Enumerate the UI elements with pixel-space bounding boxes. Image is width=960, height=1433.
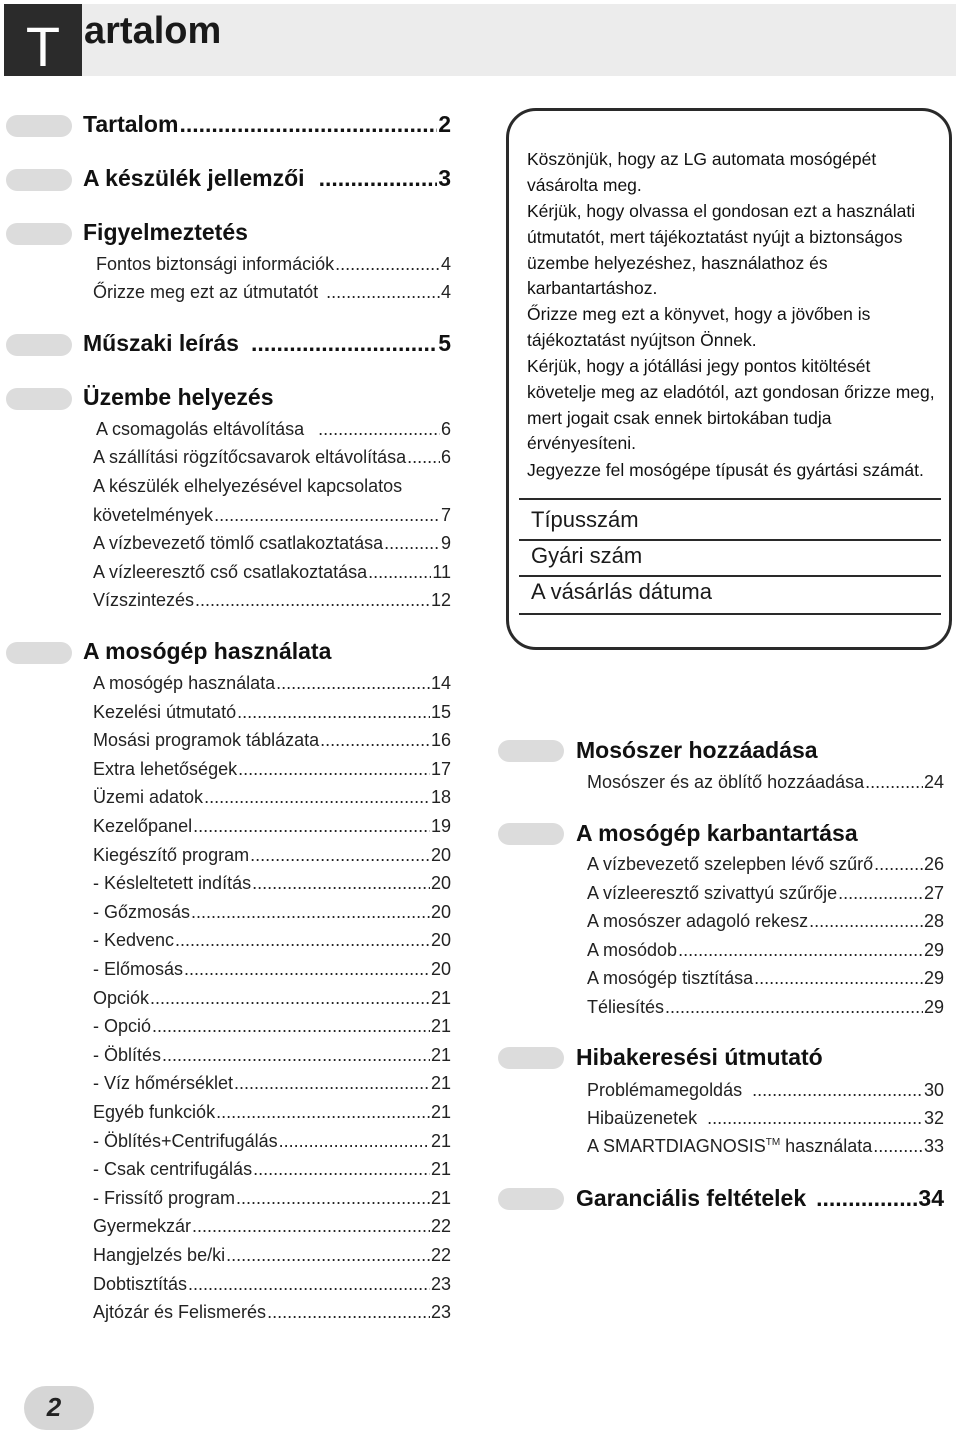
info-paragraph: Kérjük, hogy olvassa el gondosan ezt a használati útmutatót, mert tájékoztatást nyújt a biztonságos üzembe helyezéshez, használathoz és karbantartáshoz. <box>527 201 916 299</box>
toc-entry[interactable]: - Kedvenc ..... 20 <box>93 930 451 951</box>
toc-entry[interactable]: A vízleeresztő cső csatlakoztatása ..... 11 <box>93 562 451 583</box>
section-tab-marker <box>6 388 72 410</box>
toc-entry[interactable]: Fontos biztonsági információk ..... 4 <box>96 254 451 275</box>
toc-entry[interactable]: A vízbevezető tömlő csatlakoztatása ..... 9 <box>93 533 451 554</box>
toc-entry[interactable]: Kezelőpanel ..... 19 <box>93 816 451 837</box>
toc-entry[interactable]: Ajtózár és Felismerés ..... 23 <box>93 1302 451 1323</box>
toc-entry[interactable]: - Csak centrifugálás ..... 21 <box>93 1159 451 1180</box>
section-heading-moszer: Mosószer hozzáadása <box>576 737 818 763</box>
toc-entry[interactable]: Hibaüzenetek ..... 32 <box>587 1108 944 1129</box>
toc-entry[interactable]: - Előmosás ..... 20 <box>93 959 451 980</box>
section-tab-marker <box>6 169 72 191</box>
toc-entry-garancia[interactable]: Garanciális feltételek ..... 34 <box>576 1185 944 1212</box>
toc-entry[interactable]: A mosógép tisztítása ..... 29 <box>587 968 944 989</box>
section-heading-hibakereses: Hibakeresési útmutató <box>576 1044 823 1070</box>
toc-entry[interactable]: A mosódob ..... 29 <box>587 940 944 961</box>
info-paragraph: Köszönjük, hogy az LG automata mosógépét vásárolta meg. <box>527 149 877 195</box>
toc-entry[interactable]: Problémamegoldás ..... 30 <box>587 1080 944 1101</box>
page-number: 2 <box>46 1392 62 1422</box>
field-divider <box>519 613 941 615</box>
field-divider <box>519 539 941 541</box>
toc-entry[interactable]: - Frissítő program ..... 21 <box>93 1188 451 1209</box>
section-tab-marker <box>498 740 564 762</box>
page-title: artalom <box>84 10 222 52</box>
toc-entry[interactable]: A vízleeresztő szivattyú szűrője ..... 27 <box>587 883 944 904</box>
toc-entry[interactable]: A vízbevezető szelepben lévő szűrő ..... 26 <box>587 854 944 875</box>
toc-entry[interactable]: Üzemi adatok ..... 18 <box>93 787 451 808</box>
toc-entry[interactable]: - Öblítés ..... 21 <box>93 1045 451 1066</box>
toc-entry[interactable]: Hangjelzés be/ki ..... 22 <box>93 1245 451 1266</box>
field-label-gyari-szam: Gyári szám <box>531 543 643 568</box>
field-divider <box>519 575 941 577</box>
toc-entry[interactable]: Egyéb funkciók ..... 21 <box>93 1102 451 1123</box>
toc-entry[interactable]: - Gőzmosás ..... 20 <box>93 902 451 923</box>
toc-entry[interactable]: Gyermekzár ..... 22 <box>93 1216 451 1237</box>
toc-entry[interactable]: Vízszintezés ..... 12 <box>93 590 451 611</box>
toc-entry[interactable]: - Opció ..... 21 <box>93 1016 451 1037</box>
section-heading-figyelmeztetes: Figyelmeztetés <box>83 219 248 245</box>
toc-entry-line1: A készülék elhelyezésével kapcsolatos <box>93 476 403 496</box>
info-paragraph: Őrizze meg ezt a könyvet, hogy a jövőben is tájékoztatást nyújtson Önnek. <box>527 304 871 350</box>
toc-entry[interactable]: követelmények ..... 7 <box>93 505 451 526</box>
section-heading-hasznalat: A mosógép használata <box>83 638 332 664</box>
toc-entry[interactable]: Kezelési útmutató ..... 15 <box>93 702 451 723</box>
toc-entry[interactable]: Téliesítés ..... 29 <box>587 997 944 1018</box>
toc-entry[interactable]: Dobtisztítás ..... 23 <box>93 1274 451 1295</box>
field-label-vasarlas-datuma: A vásárlás dátuma <box>531 579 712 604</box>
toc-entry[interactable]: A csomagolás eltávolítása ..... 6 <box>96 419 451 440</box>
toc-entry[interactable]: A SMARTDIAGNOSIS™ használata ..... 33 <box>587 1136 944 1157</box>
toc-entry[interactable]: Opciók ..... 21 <box>93 988 451 1009</box>
section-tab-marker <box>6 642 72 664</box>
toc-entry-tartalom[interactable]: Tartalom ..... 2 <box>83 111 451 138</box>
toc-entry[interactable]: A mosógép használata ..... 14 <box>93 673 451 694</box>
section-tab-marker <box>498 1188 564 1210</box>
info-paragraph: Kérjük, hogy a jótállási jegy pontos kitöltését követelje meg az eladótól, azt gondosan őrizze meg, mert jogait csak ennek birtokában tudja érvényesíteni. <box>527 356 935 454</box>
section-tab-marker <box>498 823 564 845</box>
section-tab-marker <box>498 1047 564 1069</box>
section-tab-marker <box>6 223 72 245</box>
toc-entry-jellemzoi[interactable]: A készülék jellemzői ..... 3 <box>83 165 451 192</box>
toc-entry[interactable]: Mosószer és az öblítő hozzáadása ..... 24 <box>587 772 944 793</box>
field-divider <box>519 498 941 500</box>
section-tab-marker <box>6 334 72 356</box>
field-label-tipusszam: Típusszám <box>531 507 639 532</box>
info-paragraph: Jegyezze fel mosógépe típusát és gyártási számát. <box>527 460 924 480</box>
toc-entry[interactable]: - Késleltetett indítás ..... 20 <box>93 873 451 894</box>
section-tab-marker <box>6 115 72 137</box>
toc-entry-muszaki[interactable]: Műszaki leírás ..... 5 <box>83 330 451 357</box>
toc-entry[interactable]: Kiegészítő program ..... 20 <box>93 845 451 866</box>
section-heading-karbantartas: A mosógép karbantartása <box>576 820 858 846</box>
header-initial-letter: T <box>25 15 61 78</box>
toc-entry[interactable]: Őrizze meg ezt az útmutatót ..... 4 <box>93 282 451 303</box>
toc-entry[interactable]: A mosószer adagoló rekesz ..... 28 <box>587 911 944 932</box>
toc-entry[interactable]: - Öblítés+Centrifugálás ..... 21 <box>93 1131 451 1152</box>
toc-entry[interactable]: Mosási programok táblázata ..... 16 <box>93 730 451 751</box>
toc-entry[interactable]: A szállítási rögzítőcsavarok eltávolítása ..... 6 <box>93 447 451 468</box>
section-heading-uzembe: Üzembe helyezés <box>83 384 274 410</box>
toc-entry[interactable]: - Víz hőmérséklet ..... 21 <box>93 1073 451 1094</box>
toc-entry[interactable]: Extra lehetőségek ..... 17 <box>93 759 451 780</box>
